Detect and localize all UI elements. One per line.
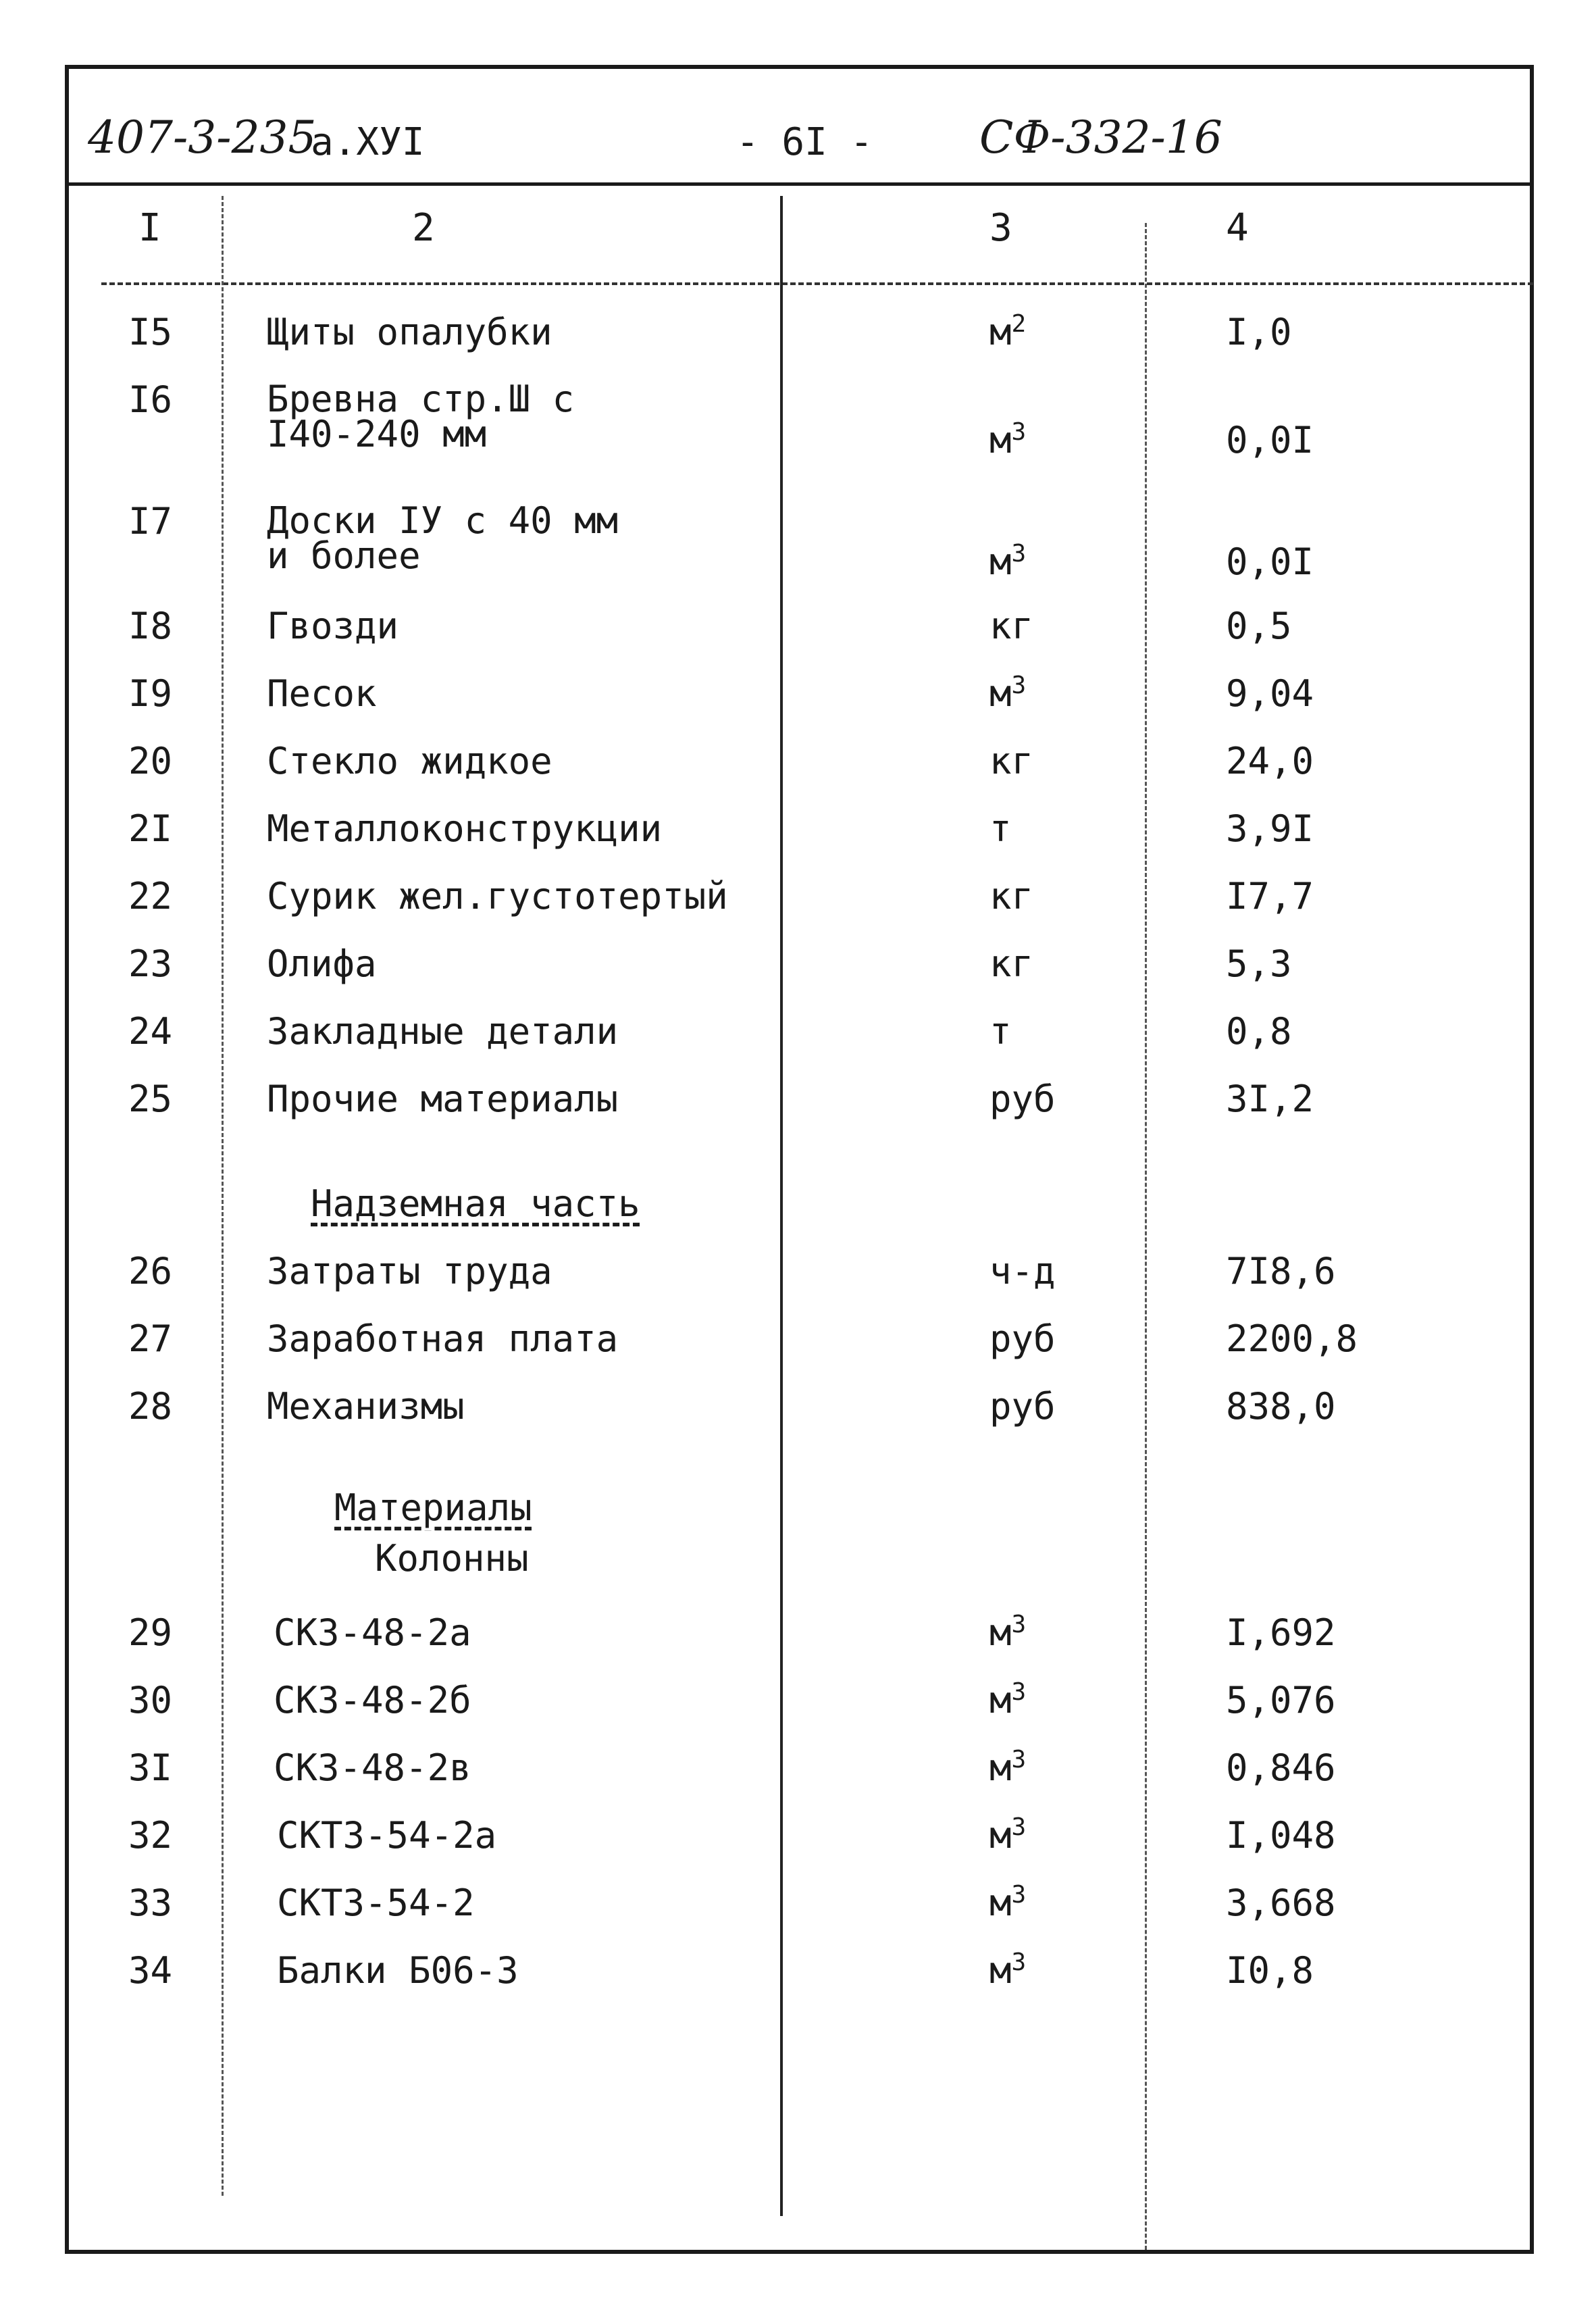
row-number: I5 [128, 311, 173, 353]
column-header-3: 3 [989, 206, 1012, 250]
item-quantity: 0,0I [1226, 419, 1314, 461]
section-heading-materials: Материалы [334, 1486, 532, 1529]
item-unit: $м^3$ [989, 1678, 1027, 1721]
item-name: Закладные детали [267, 1010, 619, 1053]
item-unit: кг [989, 875, 1034, 917]
row-number: 30 [128, 1679, 173, 1721]
item-unit: т [989, 1010, 1012, 1053]
item-name: Гвозди [267, 605, 399, 647]
row-number: 34 [128, 1949, 173, 1992]
album-number: а.ХУI [311, 120, 425, 164]
item-name: Бревна стр.Ш с I40-240 мм [267, 378, 575, 455]
row-number: I8 [128, 605, 173, 647]
item-quantity: 838,0 [1226, 1385, 1336, 1428]
subsection-heading-columns: Колонны [375, 1537, 529, 1580]
item-name: Сурик жел.густотертый [267, 875, 728, 917]
item-quantity: 5,3 [1226, 942, 1292, 985]
row-number: 2I [128, 807, 173, 850]
column-header-2: 2 [412, 206, 435, 250]
column-header-4: 4 [1226, 206, 1249, 250]
item-name: Песок [267, 672, 377, 715]
item-quantity: I0,8 [1226, 1949, 1314, 1992]
item-unit: руб [989, 1078, 1056, 1120]
row-number: 24 [128, 1010, 173, 1053]
item-quantity: 3I,2 [1226, 1078, 1314, 1120]
item-name: СК3-48-2б [274, 1679, 471, 1721]
item-name: Металлоконструкции [267, 807, 663, 850]
item-name: Стекло жидкое [267, 740, 552, 782]
item-unit: $м^3$ [989, 1948, 1027, 1992]
column-separator-2 [780, 196, 783, 2216]
row-number: 26 [128, 1250, 173, 1292]
row-number: 27 [128, 1317, 173, 1360]
row-number: 20 [128, 740, 173, 782]
item-unit: $м^3$ [989, 1746, 1027, 1789]
item-name: Щиты опалубки [267, 311, 552, 353]
item-quantity: I,692 [1226, 1611, 1336, 1654]
header-divider [65, 182, 1534, 186]
row-number: 28 [128, 1385, 173, 1428]
item-unit: кг [989, 942, 1034, 985]
row-number: I7 [128, 500, 173, 543]
item-unit: кг [989, 605, 1034, 647]
item-name: Затраты труда [267, 1250, 552, 1292]
item-quantity: 3,668 [1226, 1882, 1336, 1924]
item-quantity: 0,0I [1226, 540, 1314, 583]
sheet-code: СФ-332-16 [979, 111, 1222, 164]
row-number: 32 [128, 1814, 173, 1857]
item-quantity: I7,7 [1226, 875, 1314, 917]
row-number: 23 [128, 942, 173, 985]
item-unit: $м^3$ [989, 672, 1027, 715]
column-header-1: I [138, 206, 161, 250]
item-quantity: I,048 [1226, 1814, 1336, 1857]
item-name: СКТ3-54-2 [277, 1882, 475, 1924]
row-number: I9 [128, 672, 173, 715]
column-header-divider [101, 282, 1533, 285]
item-name: СКТ3-54-2а [277, 1814, 497, 1857]
column-separator-1 [222, 196, 224, 2196]
item-unit: руб [989, 1385, 1056, 1428]
item-unit: т [989, 807, 1012, 850]
item-unit: $м^2$ [989, 310, 1027, 353]
page-number: - 6I - [736, 120, 873, 164]
item-unit: руб [989, 1317, 1056, 1360]
item-quantity: 24,0 [1226, 740, 1314, 782]
item-unit: $м^3$ [989, 1881, 1027, 1924]
row-number: I6 [128, 378, 173, 421]
row-number: 22 [128, 875, 173, 917]
item-name: Механизмы [267, 1385, 465, 1428]
item-unit: кг [989, 740, 1034, 782]
item-quantity: 7I8,6 [1226, 1250, 1336, 1292]
row-number: 29 [128, 1611, 173, 1654]
item-quantity: I,0 [1226, 311, 1292, 353]
item-quantity: 3,9I [1226, 807, 1314, 850]
item-quantity: 5,076 [1226, 1679, 1336, 1721]
item-name: Прочие материалы [267, 1078, 619, 1120]
item-name: СК3-48-2а [274, 1611, 471, 1654]
section-heading-above-ground: Надземная часть [311, 1182, 640, 1225]
item-quantity: 0,8 [1226, 1010, 1292, 1053]
item-name: Заработная плата [267, 1317, 619, 1360]
item-name: Доски IУ с 40 мм и более [267, 499, 619, 577]
item-unit: $м^3$ [989, 1813, 1027, 1857]
row-number: 25 [128, 1078, 173, 1120]
project-code: 407-3-235 [88, 111, 317, 164]
item-name: СК3-48-2в [274, 1746, 471, 1789]
item-quantity: 9,04 [1226, 672, 1314, 715]
row-number: 33 [128, 1882, 173, 1924]
item-unit: $м^3$ [989, 1611, 1027, 1654]
item-quantity: 0,846 [1226, 1746, 1336, 1789]
item-unit: ч-д [989, 1250, 1056, 1292]
item-unit: $м^3$ [989, 418, 1027, 461]
item-unit: $м^3$ [989, 540, 1027, 583]
item-name: Балки Б06-3 [277, 1949, 519, 1992]
item-quantity: 2200,8 [1226, 1317, 1358, 1360]
item-quantity: 0,5 [1226, 605, 1292, 647]
item-name: Олифа [267, 942, 377, 985]
row-number: 3I [128, 1746, 173, 1789]
column-separator-3 [1145, 223, 1147, 2250]
